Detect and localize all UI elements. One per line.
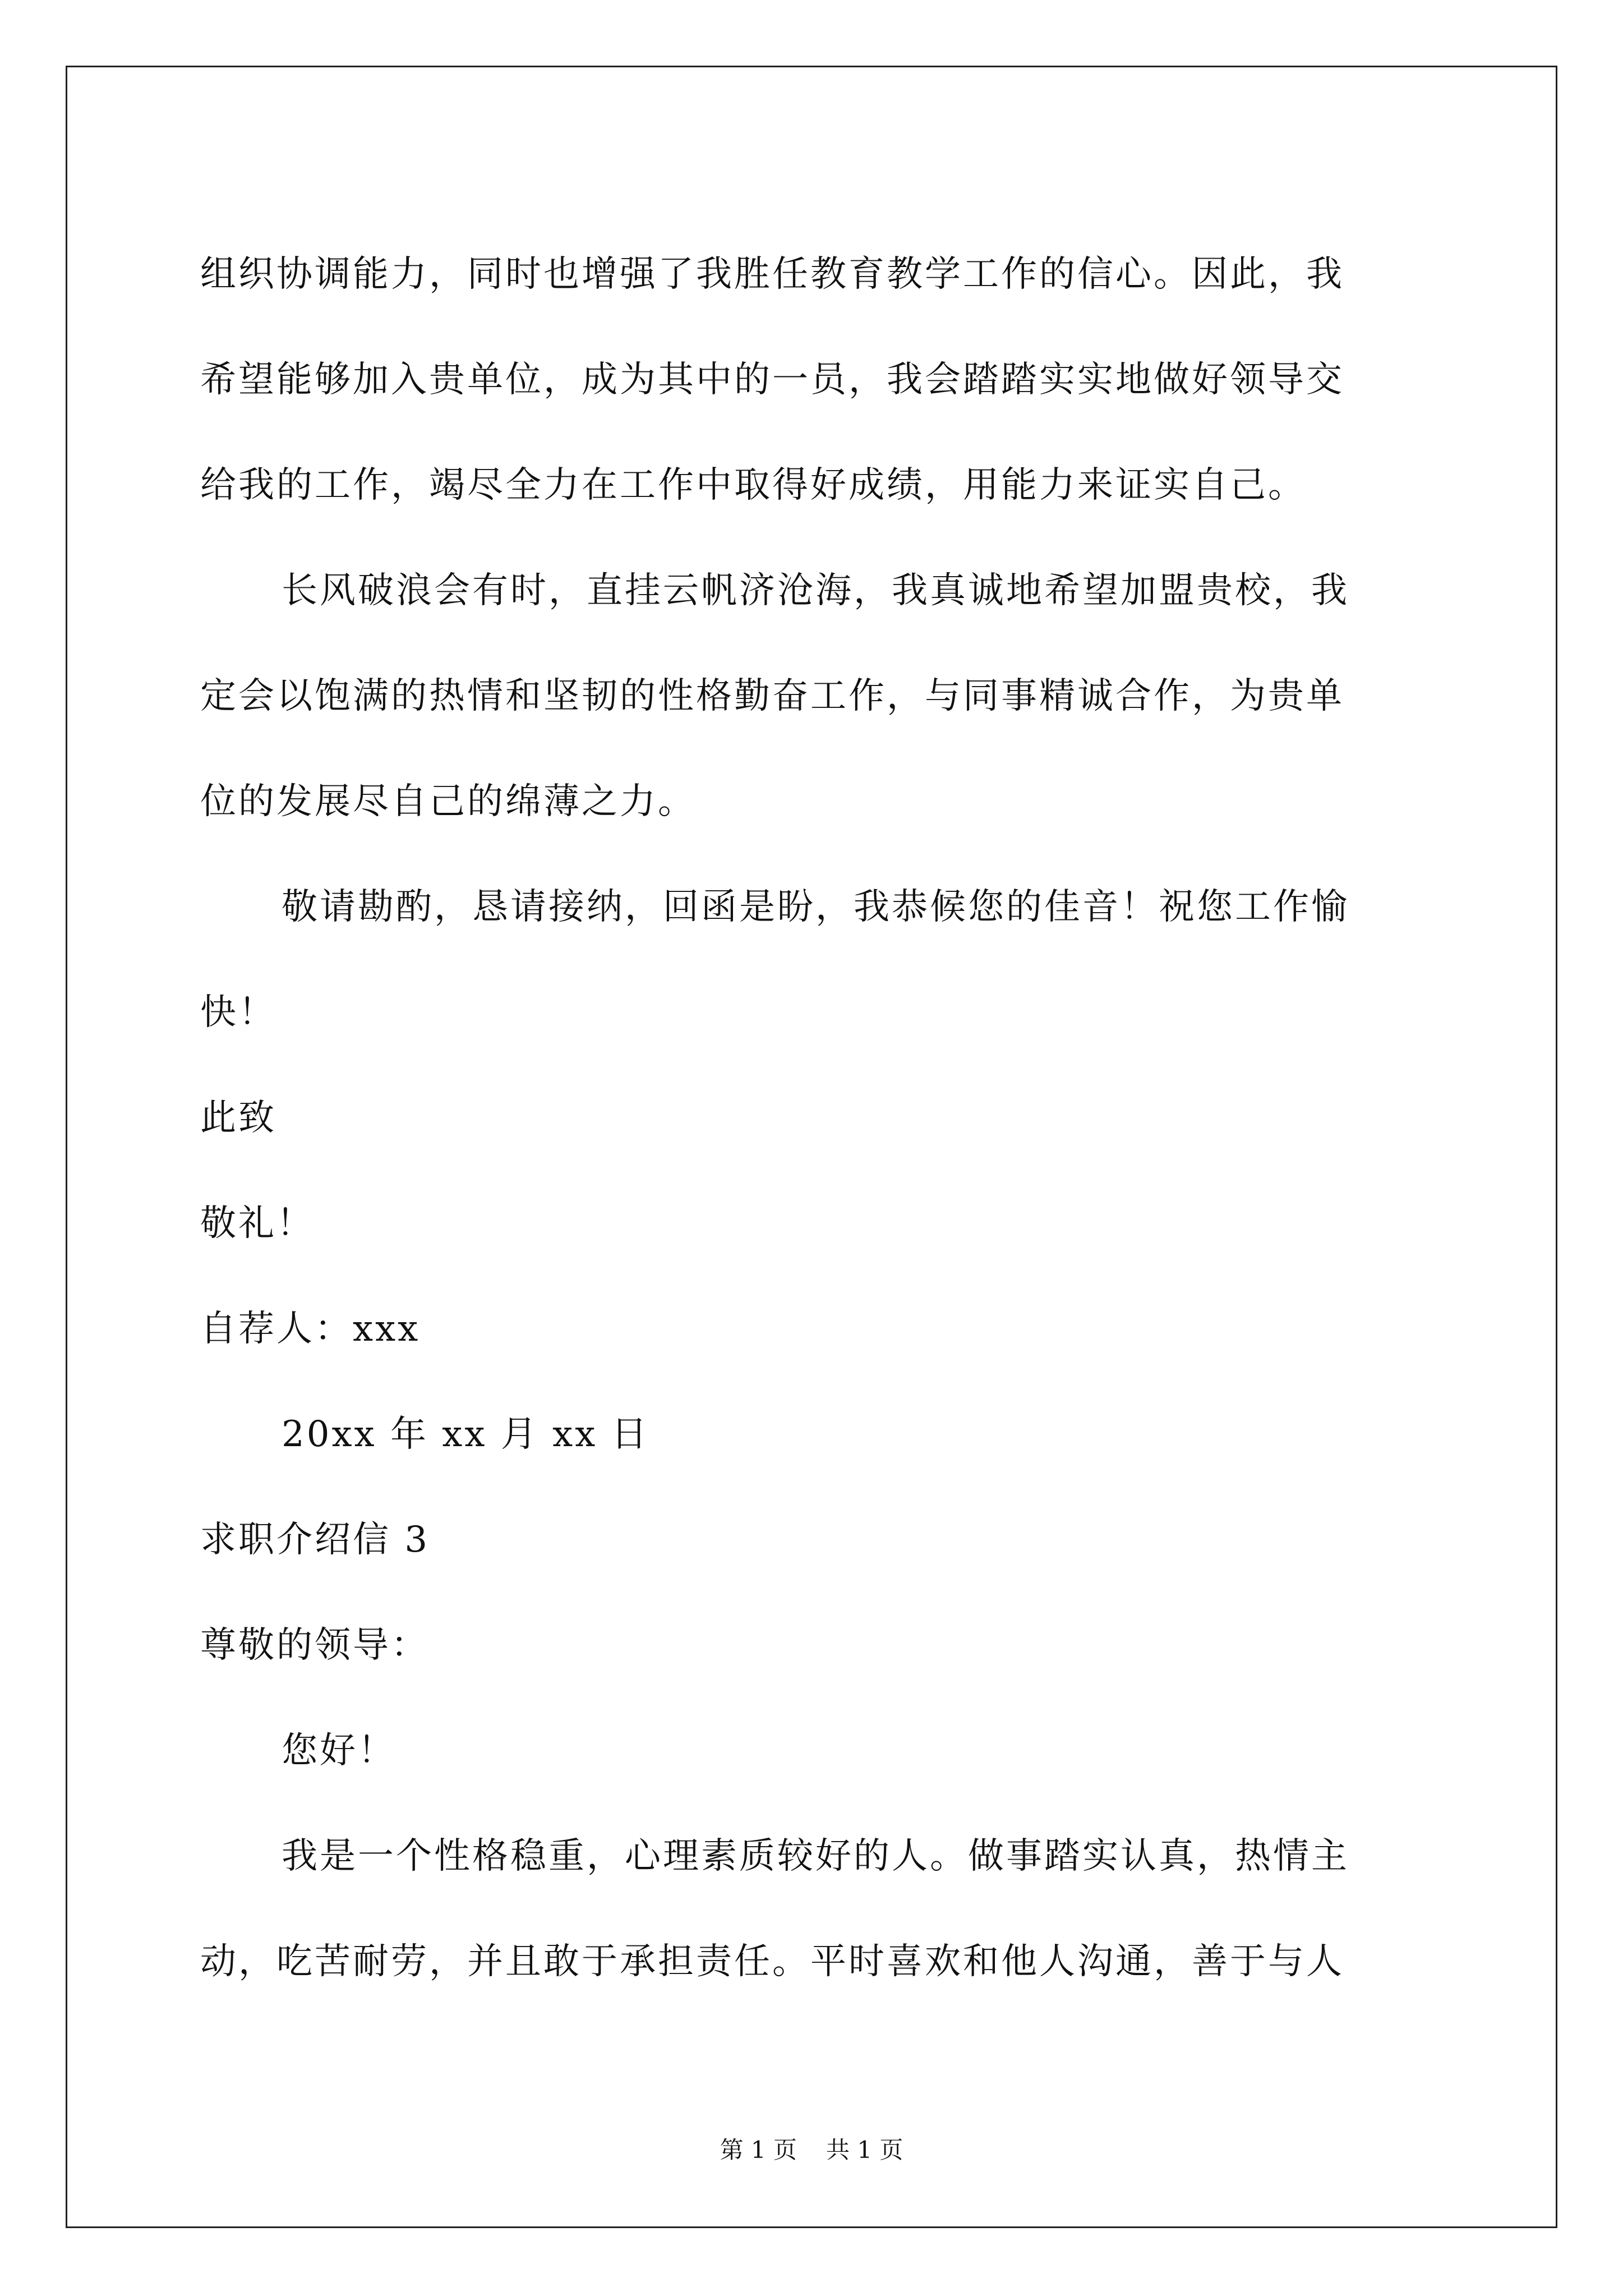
greeting-recipient: 尊敬的领导： (200, 1625, 429, 1666)
text-line: 希望能够加入贵单位，成为其中的一员，我会踏踏实实地做好领导交 (200, 359, 1344, 401)
greeting: 您好！ (282, 1730, 396, 1772)
page-number: 第 1 页 (720, 2136, 797, 2164)
text-line: 给我的工作，竭尽全力在工作中取得好成绩，用能力来证实自己。 (200, 464, 1306, 506)
text-line: 我是一个性格稳重，心理素质较好的人。做事踏实认真，热情主 (282, 1835, 1349, 1877)
salutation-closing: 敬礼！ (200, 1203, 315, 1244)
closing-phrase: 此致 (200, 1097, 276, 1139)
text-line: 定会以饱满的热情和坚韧的性格勤奋工作，与同事精诚合作，为贵单 (200, 675, 1344, 717)
page-footer (0, 2132, 1623, 2165)
text-line: 组织协调能力，同时也增强了我胜任教育教学工作的信心。因此，我 (200, 254, 1344, 295)
text-line: 快！ (200, 992, 276, 1033)
document-body (200, 222, 1434, 2014)
date-line: 20xx 年 xx 月 xx 日 (282, 1414, 649, 1455)
text-line: 敬请勘酌，恳请接纳，回函是盼，我恭候您的佳音！祝您工作愉 (282, 886, 1349, 928)
text-line: 动，吃苦耐劳，并且敢于承担责任。平时喜欢和他人沟通，善于与人 (200, 1941, 1344, 1982)
page-total: 共 1 页 (826, 2136, 903, 2164)
signature-line: 自荐人：xxx (200, 1308, 421, 1350)
text-line: 位的发展尽自己的绵薄之力。 (200, 781, 696, 822)
section-title: 求职介绍信 3 (200, 1519, 430, 1561)
text-line: 长风破浪会有时，直挂云帆济沧海，我真诚地希望加盟贵校，我 (282, 570, 1349, 611)
